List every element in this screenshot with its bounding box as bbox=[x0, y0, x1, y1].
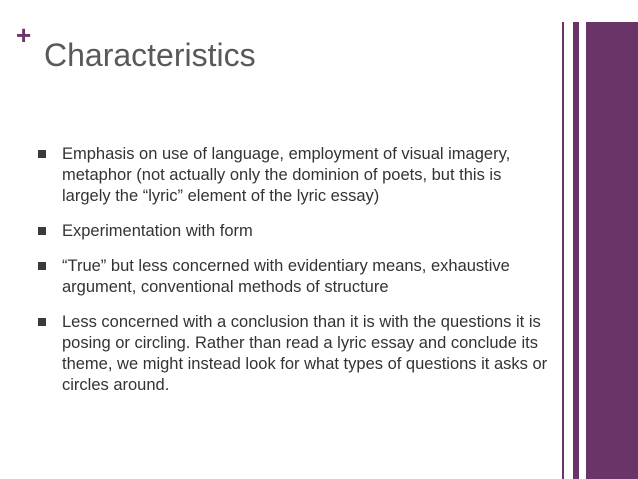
square-bullet-icon bbox=[38, 262, 46, 270]
bullet-text: Experimentation with form bbox=[62, 222, 253, 240]
square-bullet-icon bbox=[38, 227, 46, 235]
bullet-item bbox=[38, 256, 548, 298]
bullet-text: Less concerned with a conclusion than it is with the questions it is posing or circling. Rather than read a lyric essay and conclude its theme, we might instead look for what types of questions it asks or circles around. bbox=[62, 313, 548, 394]
slide-title: Characteristics bbox=[44, 37, 256, 73]
bullet-text: “True” but less concerned with evidentiary means, exhaustive argument, conventional methods of structure bbox=[62, 257, 510, 296]
plus-icon: + bbox=[16, 20, 32, 50]
decorative-bar-wide bbox=[586, 22, 638, 479]
bullet-text: Emphasis on use of language, employment of visual imagery, metaphor (not actually only the dominion of poets, but this is largely the “lyric” element of the lyric essay) bbox=[62, 145, 511, 205]
decorative-bar-mid bbox=[573, 22, 579, 479]
bullet-list bbox=[38, 144, 548, 410]
square-bullet-icon bbox=[38, 318, 46, 326]
decorative-bar-thin bbox=[562, 22, 564, 479]
square-bullet-icon bbox=[38, 150, 46, 158]
bullet-item bbox=[38, 144, 548, 207]
bullet-item bbox=[38, 221, 548, 242]
bullet-item bbox=[38, 312, 548, 396]
